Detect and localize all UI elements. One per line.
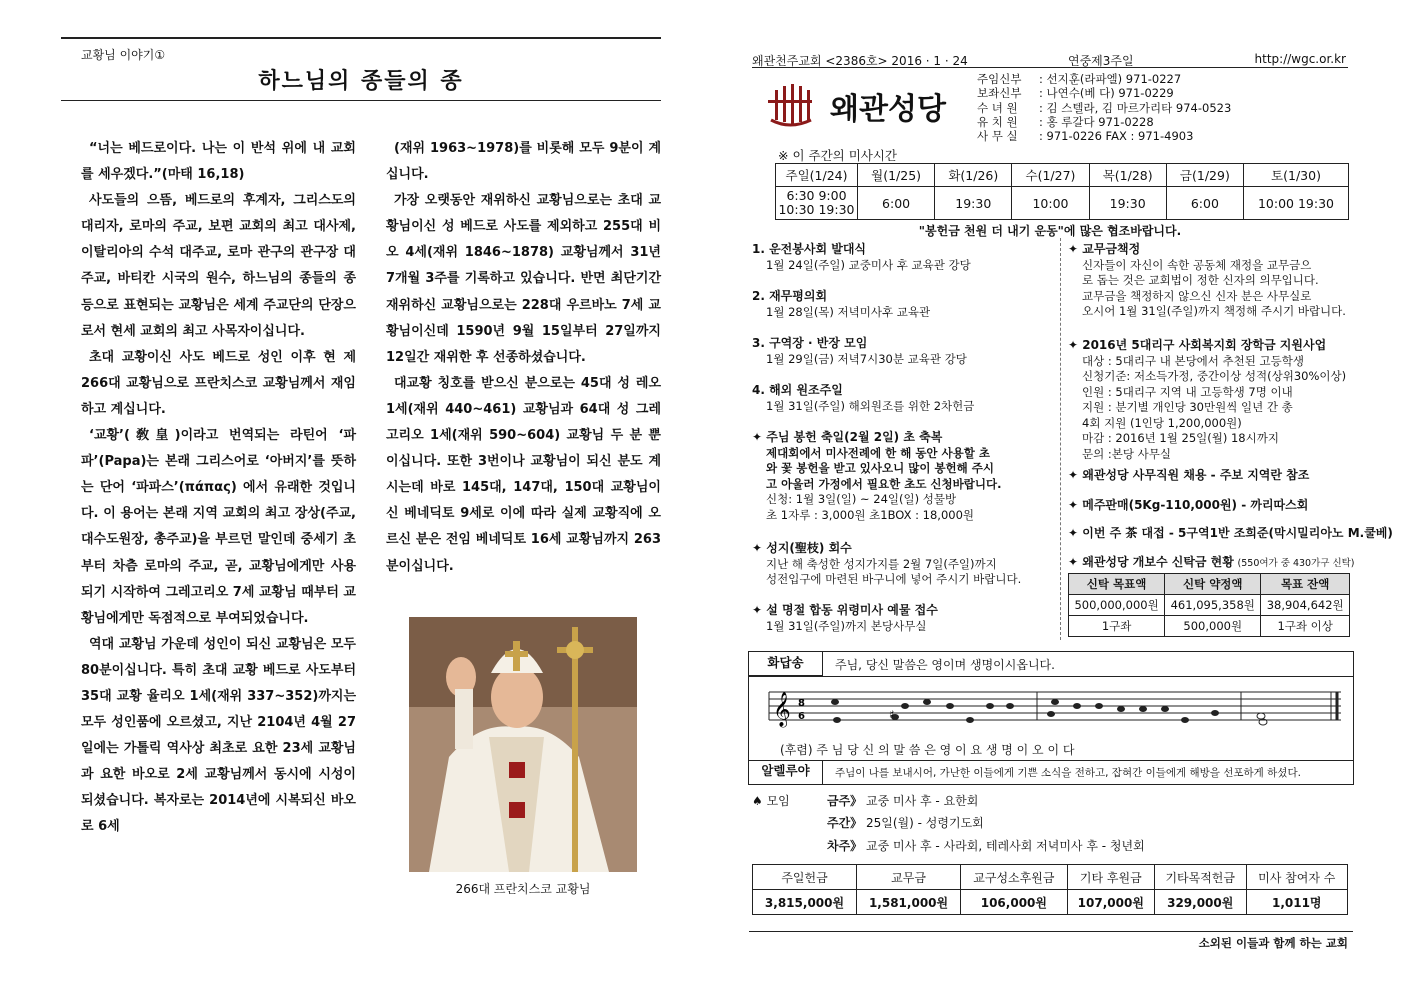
table-cell: 107,000원 — [1067, 890, 1154, 915]
announcement: 1. 운전봉사회 발대식 1월 24일(주일) 교중미사 후 교육관 강당 — [752, 242, 971, 272]
alleluia-text: 주님이 나를 보내시어, 가난한 이들에게 기쁜 소식을 전하고, 잡혀간 이들에게 해방을 선포하게 하셨다. — [835, 767, 1301, 779]
footer-motto: 소외된 이들과 함께 하는 교회 — [1198, 936, 1348, 950]
article-column-1 — [81, 136, 356, 841]
table-cell: 329,000원 — [1154, 890, 1246, 915]
announcement: 4. 해외 원조주일 1월 31일(주일) 해외원조를 위한 2차헌금 — [752, 383, 975, 413]
issue-info: 왜관천주교회 <2386호> 2016 · 1 · 24 — [752, 54, 968, 68]
announcement: 2. 재무평의회 1월 28일(목) 저녁미사후 교육관 — [752, 289, 931, 319]
table-row — [1069, 595, 1350, 616]
staff-row: 유 치 원 : 홍 루갈다 971-0228 — [977, 114, 1154, 129]
table-cell: 1구좌 — [1069, 616, 1165, 637]
staff-row: 수 녀 원 : 김 스텔라, 김 마르가리타 974-0523 — [977, 100, 1232, 115]
liturgical-week: 연중제3주일 — [1068, 54, 1134, 68]
website-link[interactable]: http://wgc.or.kr — [1254, 52, 1346, 66]
pope-illustration — [409, 617, 637, 872]
paragraph: 사도들의 으뜸, 베드로의 후계자, 그리스도의 대리자, 로마의 주교, 보편 교회의 최고 대사제, 이탈리아의 수석 대주교, 로마 관구의 관구장 대주교, 바티칸 시국의 원수, 하느님의 종들의 종 등으로 표현되는 교황님은 세계 주교단의 단장으로서 현세 교회의 최고 사목자이십니다. — [81, 193, 356, 339]
table-cell: 신탁 약정액 — [1165, 574, 1261, 595]
music-staff — [765, 684, 1345, 740]
psalm-label: 화답송 — [749, 652, 823, 676]
series-label: 교황님 이야기① — [81, 48, 166, 62]
psalm-lyrics: (후렴) 주 님 당 신 의 말 씀 은 영 이 요 생 명 이 오 이 다 — [780, 743, 1075, 757]
table-cell: 1,011명 — [1246, 890, 1348, 915]
time-cell: 6:00 — [1166, 187, 1243, 220]
paragraph: 역대 교황님 가운데 성인이 되신 교황님은 모두 80분이십니다. 특히 초대 교황 베드로 사도부터 35대 교황 율리오 1세(재위 337~352)까지는 모두 성인품에 오르셨고, 지난 2104년 4월 27일에는 가톨릭 역사상 최초로 요한 23세 교황님과 요한 바오로 2세 교황님께서 동시에 시성이 되셨습니다. 복자로는 2014년에 시복되신 바오로 6세 — [81, 636, 356, 835]
paragraph: “너는 베드로이다. 나는 이 반석 위에 내 교회를 세우겠다.”(마태 16,18) — [81, 141, 356, 183]
dues-announcement: ✦ 교무금책정 신자들이 자신이 속한 공동체 재정을 교무금으 로 돕는 것은 교회법이 정한 신자의 의무입니다. 교무금을 책정하지 않으신 신자 분은 사무실로 오시어 1월 31일(주일)까지 책정해 주시기 바랍니다. — [1068, 242, 1346, 318]
day-cell: 수(1/27) — [1012, 164, 1089, 187]
table-cell: 목표 잔액 — [1261, 574, 1350, 595]
table-cell: 교구성소후원금 — [961, 865, 1068, 890]
paragraph: ‘교황’(敎皇)이라고 번역되는 라틴어 ‘파파’(Papa)는 본래 그리스어로 ‘아버지’를 뜻하는 단어 ‘파파스’(πάπας) 에서 유래한 것입니다. 이 용어는 본래 지역 교회의 최고 장상(주교, 대수도원장, 총주교)을 부르던 말인데 중세기 초부터 차츰 로마의 주교, 곧, 교황님에게만 사용되기 시작하여 그레고리오 7세 교황님 때부터 교황님에게만 독점적으로 부여되었습니다. — [81, 428, 356, 626]
meetings-list — [827, 792, 1347, 855]
table-cell: 기타 후원금 — [1067, 865, 1154, 890]
footer-rule — [749, 931, 1353, 932]
table-row — [753, 890, 1348, 915]
table-cell: 106,000원 — [961, 890, 1068, 915]
photo-caption: 266대 프란치스코 교황님 — [455, 882, 591, 896]
table-cell: 500,000,000원 — [1069, 595, 1165, 616]
church-name: 왜관성당 — [830, 92, 946, 127]
title-rule — [61, 100, 661, 101]
pope-photo — [409, 617, 637, 872]
church-logo-icon — [765, 84, 815, 128]
meeting-row: 금주》 교중 미사 후 - 요한회 — [827, 794, 979, 808]
table-cell: 기타목적헌금 — [1154, 865, 1246, 890]
day-cell: 토(1/30) — [1244, 164, 1349, 187]
table-header-row — [776, 164, 1349, 187]
mass-schedule-title: ※ 이 주간의 미사시간 — [778, 148, 897, 163]
time-cell: 6:00 — [858, 187, 935, 220]
time-cell: 6:30 9:00 10:30 19:30 — [776, 187, 858, 220]
column-divider — [1060, 238, 1061, 640]
table-header-row — [1069, 574, 1350, 595]
svg-text:♯: ♯ — [889, 708, 895, 721]
table-cell: 1,581,000원 — [857, 890, 961, 915]
mass-schedule-table — [775, 163, 1349, 220]
day-cell: 월(1/25) — [858, 164, 935, 187]
article-title: 하느님의 종들의 종 — [258, 69, 464, 94]
svg-text:6: 6 — [798, 711, 805, 722]
table-cell: 500,000원 — [1165, 616, 1261, 637]
table-header-row — [753, 865, 1348, 890]
staff-row: 보좌신부 : 나연수(베 다) 971-0229 — [977, 86, 1174, 101]
table-row — [776, 187, 1349, 220]
day-cell: 금(1/29) — [1166, 164, 1243, 187]
meetings-title: ♠ 모임 — [752, 794, 790, 808]
paragraph: 가장 오랫동안 재위하신 교황님으로는 초대 교황님이신 성 베드로 사도를 제외하고 255대 비오 4세(재위 1846~1878) 교황님께서 31년 7개월 3주를 기록하고 있습니다. 반면 최단기간 재위하신 교황님으로는 228대 우르바노 7세 교황님이신데 1590년 9월 15일부터 27일까지 12일간 재위한 후 선종하셨습니다. — [386, 193, 661, 365]
day-cell: 화(1/26) — [935, 164, 1012, 187]
day-cell: 주일(1/24) — [776, 164, 858, 187]
paragraph: 초대 교황이신 사도 베드로 성인 이후 현 제266대 교황님으로 프란치스코 교황님께서 재임하고 계십니다. — [81, 349, 356, 417]
memorial-mass-announcement: ✦ 설 명절 합동 위령미사 예물 접수 1월 31일(주일)까지 본당사무실 — [752, 603, 938, 633]
staff-row: 주임신부 : 선지훈(라파엘) 971-0227 — [977, 72, 1182, 86]
paragraph: 대교황 칭호를 받으신 분으로는 45대 성 레오 1세(재위 440~461) 교황님과 64대 성 그레고리오 1세(재위 590~604) 교황님 두 분 뿐이십니다. 또한 3번이나 교황님이 되신 분도 계시는데 바로 145대, 147대, 150대 교황님이신 베네딕토 9세로 이에 따라 실제 교황직에 오르신 분은 전임 베네딕토 16세 교황님까지 263분이십니다. — [386, 375, 661, 574]
left-top-rule — [61, 37, 661, 39]
candle-announcement: ✦ 주님 봉헌 축일(2월 2일) 초 축복 제대회에서 미사전례에 한 해 동안 사용할 초 와 꽃 봉헌을 받고 있사오니 많이 봉헌해 주시 고 아울러 가정에서 필요한 초도 신청바랍니다. 신청: 1월 3일(일) ~ 24일(일) 성물방 초 1자루 : 3,000원 초1BOX : 18,000원 — [752, 430, 1002, 522]
palm-announcement: ✦ 성지(聖枝) 회수 지난 해 축성한 성지가지를 2월 7일(주일)까지 성전입구에 마련된 바구니에 넣어 주시기 바랍니다. — [752, 541, 1022, 586]
table-cell: 주일헌금 — [753, 865, 857, 890]
table-cell: 미사 참여자 수 — [1246, 865, 1348, 890]
renovation-table — [1068, 573, 1350, 637]
tea-announcement: ✦ 이번 주 茶 대접 - 5구역1반 조희준(막시밀리아노 M.쿨베) — [1068, 526, 1393, 540]
table-cell: 1구좌 이상 — [1261, 616, 1350, 637]
table-row — [1069, 616, 1350, 637]
alleluia-label: 알렐루야 — [749, 760, 823, 784]
time-cell: 10:00 — [1012, 187, 1089, 220]
time-cell: 19:30 — [1089, 187, 1166, 220]
psalm-text: 주님, 당신 말씀은 영이며 생명이시옵니다. — [835, 658, 1055, 672]
time-cell: 10:00 19:30 — [1244, 187, 1349, 220]
meeting-row: 주간》 25일(월) - 성령기도회 — [827, 816, 984, 831]
offering-summary-table — [752, 864, 1348, 915]
table-cell: 38,904,642원 — [1261, 595, 1350, 616]
staff-row: 사 무 실 : 971-0226 FAX : 971-4903 — [977, 129, 1194, 144]
svg-text:8: 8 — [798, 698, 805, 709]
announcement: 3. 구역장 · 반장 모임 1월 29일(금) 저녁7시30분 교육관 강당 — [752, 336, 967, 366]
day-cell: 목(1/28) — [1089, 164, 1166, 187]
scholarship-announcement: ✦ 2016년 5대리구 사회복지회 장학금 지원사업 대상 : 5대리구 내 본당에서 추천된 고등학생 신청기준: 저소득가정, 중간이상 성적(상위30%이상) 인원 : 5대리구 지역 내 고등학생 7명 이내 지원 : 분기별 개인당 30만원씩 일년 간 총 4회 지원 (1인당 1,200,000원) 마감 : 2016년 1월 25일(월) 18시까지 문의 :본당 사무실 — [1068, 338, 1347, 461]
article-column-2 — [386, 136, 661, 580]
svg-text:𝄞: 𝄞 — [773, 692, 791, 727]
table-cell: 교무금 — [857, 865, 961, 890]
sale-announcement: ✦ 메주판매(5Kg-110,000원) - 까리따스회 — [1068, 498, 1309, 512]
table-cell: 신탁 목표액 — [1069, 574, 1165, 595]
bulletin-header — [752, 52, 1348, 68]
staff-directory — [977, 72, 1231, 143]
time-cell: 19:30 — [935, 187, 1012, 220]
renovation-status: ✦ 왜관성당 개보수 신탁금 현황 (550여가 중 430가구 신탁) — [1068, 555, 1355, 569]
offering-campaign: "봉헌금 천원 더 내기 운동"에 많은 협조바랍니다. — [918, 224, 1182, 238]
meeting-row: 차주》 교중 미사 후 - 사라회, 테레사회 저녁미사 후 - 청년회 — [827, 838, 1145, 853]
paragraph: (재위 1963~1978)를 비롯해 모두 9분이 계십니다. — [386, 141, 661, 183]
hiring-announcement: ✦ 왜관성당 사무직원 채용 - 주보 지역란 참조 — [1068, 468, 1310, 482]
table-cell: 461,095,358원 — [1165, 595, 1261, 616]
table-cell: 3,815,000원 — [753, 890, 857, 915]
